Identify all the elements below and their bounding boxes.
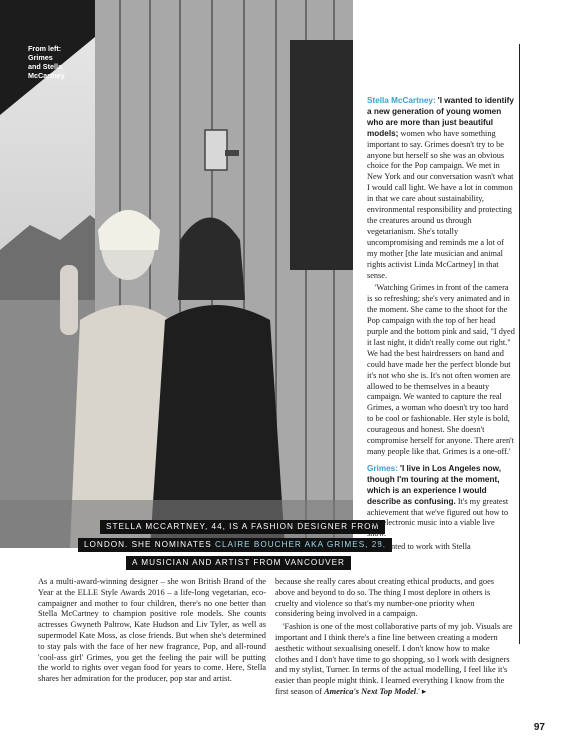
banner-accent-text: CLAIRE BOUCHER AKA GRIMES, 28, [215,540,387,549]
paragraph-end: .' ▸ [416,686,427,696]
column-rule [519,44,520,644]
paragraph: 'Watching Grimes in front of the camera is so refreshing; she's very animated and in the moment. She came to the shoot for the Pop campaign with the top of her head purple and the bottom pink and said, "I dyed it last night, it didn't really come out right." We had the best hairdressers on hand and could have made her the perfect blonde but it's not who she is. It's not often women are allowed to be themselves in a beauty campaign. We wanted to capture the real Grimes, a woman who doesn't try too hard to be cool or fashionable. Her style is bold, courageous and honest. She doesn't compromise herself for anyone. There aren't many people like that. Grimes is a one-off.' [367,283,515,456]
quote-text: It's my greatest achievement that we've figured out how to turn electronic music into a viable live show. [367,496,509,539]
quote-lead: 'I live in Los Angeles now, though I'm touring at the moment, which is an experience I would describe as confusing. [367,463,502,506]
caption-line: Grimes [28,53,53,62]
bottom-column [275,577,515,700]
banner-line-3 [126,556,351,570]
banner-text: LONDON. SHE NOMINATES [84,540,216,549]
page-number: 97 [533,722,545,733]
hero-photo [0,0,353,548]
quote-lead: 'I wanted to identify a new generation of young women who are more than just beautiful models; [367,96,514,138]
stella-quote [367,96,515,281]
intro-text: As a multi-award-winning designer – she won British Brand of the Year at the ELLE Style Awards 2016 – a life-long vegetarian, eco-campaigner and mother to four children, there's no one better than Stella McCartney to champion positive role models. She counts actresses Gwyneth Paltrow, Kate Hudson and Liv Tyler, as well as supermodel Kate Moss, as close friends. But when she's determined to stay pals with the face of her new fragrance, Pop, and all-round 'cool-ass girl' Grimes, you get the feeling the pair will be putting the world to rights over vegan food for years to come. Here, Stella shares her admiration for the producer, pop star and artist. [38,577,266,684]
caption-line: From left: [28,44,62,53]
paragraph: because she really cares about creating ethical products, and goes above and beyond to do so. The thing I most deplore in others is cruelty and violence so that's my number-one priority when considering being involved in a campaign. [275,577,495,619]
paragraph-text: 'Fashion is one of the most collaborative parts of my job. Visuals are important and I think there's a fine line between creating a modern aesthetic without sexualising oneself. I don't know how to make clothes and I don't have time to go shopping, so I work with designers and my stylist, Turner. In terms of the actual modelling, I feel like it's easier than people might think. I learned everything I know from the first season of [275,622,513,696]
banner-line-1 [100,520,385,534]
grimes-quote [367,464,515,540]
banner-text: A MUSICIAN AND ARTIST FROM VANCOUVER [132,558,345,567]
intro-paragraph [38,577,266,687]
paragraph [275,622,515,698]
caption-line: and Stella [28,62,62,71]
photo-illustration [0,0,353,548]
banner-line-2 [78,538,392,552]
show-title: America's Next Top Model [324,686,417,696]
quote-text: women who have something important to say. Grimes doesn't try to be anyone but herself so she was an obvious choice for the Pop campaign. We met in New York and our conversation wasn't what I would call light. We have a lot in common in that we care about sustainability, environmental responsibility and protecting the creatures around us through vegetarianism. She's totally uncompromising and reminds me a lot of my mother [the late musician and animal rights activist Linda McCartney] in that sense. [367,128,514,280]
right-column [367,96,515,555]
photo-caption [28,44,108,80]
speaker-name: Stella McCartney: [367,96,436,105]
paragraph: 'I wanted to work with Stella [375,542,471,552]
banner-text: STELLA MCCARTNEY, 44, IS A FASHION DESIGNER FROM [106,522,380,531]
speaker-name: Grimes: [367,463,398,473]
caption-line: McCartney [28,71,65,80]
